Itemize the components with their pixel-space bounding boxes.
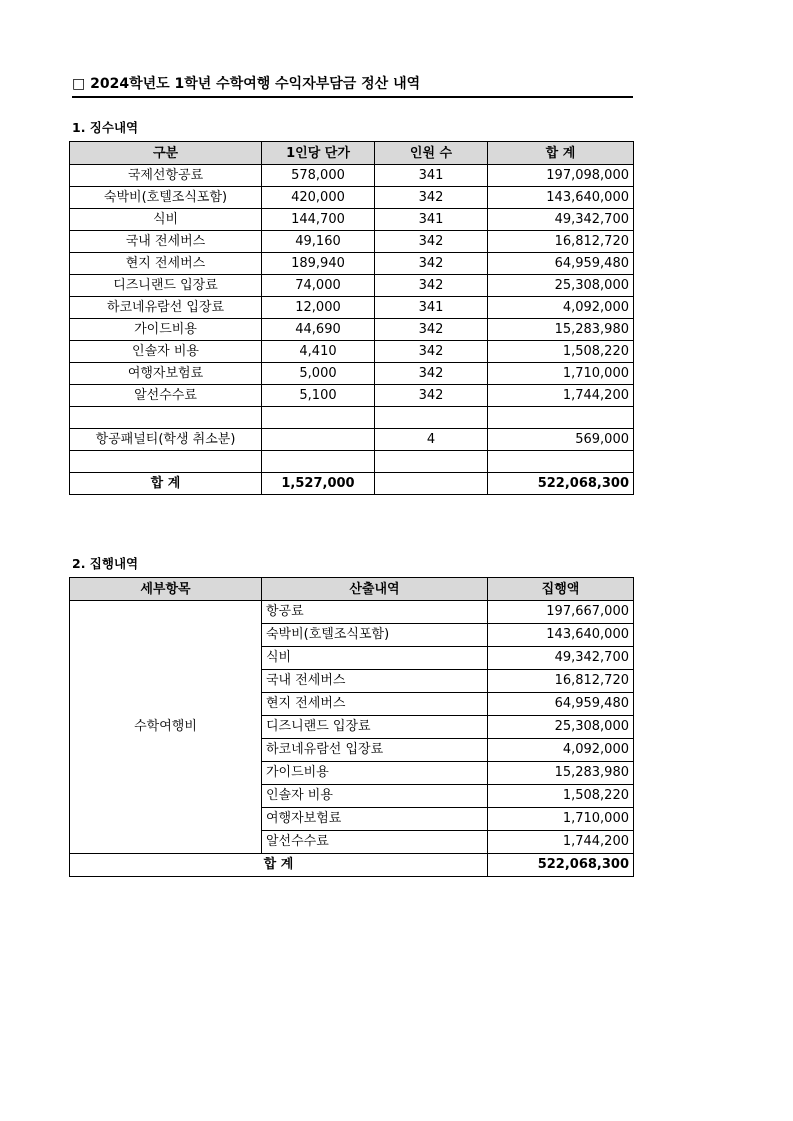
header-unit-price: 1인당 단가 xyxy=(262,142,375,165)
amount-cell: 1,710,000 xyxy=(488,808,634,831)
total-cell: 25,308,000 xyxy=(488,275,634,297)
amount-cell: 143,640,000 xyxy=(488,624,634,647)
header-category: 구분 xyxy=(70,142,262,165)
breakdown-cell: 하코네유람선 입장료 xyxy=(262,739,488,762)
table-row xyxy=(70,363,634,385)
sum-row xyxy=(70,473,634,495)
table-row xyxy=(70,601,634,624)
headcount-cell: 342 xyxy=(375,275,488,297)
blank-cell xyxy=(375,451,488,473)
expenditure-table xyxy=(69,577,634,877)
expenditure-header-row xyxy=(70,578,634,601)
amount-cell: 15,283,980 xyxy=(488,762,634,785)
blank-cell xyxy=(70,407,262,429)
item-cell: 하코네유람선 입장료 xyxy=(70,297,262,319)
breakdown-cell: 숙박비(호텔조식포함) xyxy=(262,624,488,647)
total-cell: 197,098,000 xyxy=(488,165,634,187)
amount-cell: 16,812,720 xyxy=(488,670,634,693)
table-row xyxy=(70,319,634,341)
total-cell: 49,342,700 xyxy=(488,209,634,231)
collection-table xyxy=(69,141,634,495)
item-cell: 가이드비용 xyxy=(70,319,262,341)
item-cell: 국내 전세버스 xyxy=(70,231,262,253)
table-row xyxy=(70,231,634,253)
table-row xyxy=(70,275,634,297)
sum-unit-price: 1,527,000 xyxy=(262,473,375,495)
document-title: □ 2024학년도 1학년 수학여행 수익자부담금 정산 내역 xyxy=(72,74,633,98)
headcount-cell: 341 xyxy=(375,209,488,231)
total-cell: 143,640,000 xyxy=(488,187,634,209)
blank-row xyxy=(70,407,634,429)
total-cell: 16,812,720 xyxy=(488,231,634,253)
sum-total: 522,068,300 xyxy=(488,854,634,877)
unit-price-cell: 144,700 xyxy=(262,209,375,231)
amount-cell: 25,308,000 xyxy=(488,716,634,739)
unit-price-cell: 4,410 xyxy=(262,341,375,363)
item-cell: 항공패널티(학생 취소분) xyxy=(70,429,262,451)
headcount-cell: 342 xyxy=(375,341,488,363)
category-cell: 수학여행비 xyxy=(70,601,262,854)
breakdown-cell: 현지 전세버스 xyxy=(262,693,488,716)
headcount-cell: 342 xyxy=(375,319,488,341)
unit-price-cell xyxy=(262,429,375,451)
total-cell: 4,092,000 xyxy=(488,297,634,319)
total-cell: 569,000 xyxy=(488,429,634,451)
section-1-label: 1. 징수내역 xyxy=(72,120,139,135)
item-cell: 현지 전세버스 xyxy=(70,253,262,275)
item-cell: 인솔자 비용 xyxy=(70,341,262,363)
sum-headcount xyxy=(375,473,488,495)
unit-price-cell: 5,000 xyxy=(262,363,375,385)
breakdown-cell: 식비 xyxy=(262,647,488,670)
item-cell: 식비 xyxy=(70,209,262,231)
headcount-cell: 342 xyxy=(375,253,488,275)
amount-cell: 64,959,480 xyxy=(488,693,634,716)
amount-cell: 1,744,200 xyxy=(488,831,634,854)
unit-price-cell: 12,000 xyxy=(262,297,375,319)
amount-cell: 1,508,220 xyxy=(488,785,634,808)
blank-cell xyxy=(488,451,634,473)
sum-total: 522,068,300 xyxy=(488,473,634,495)
breakdown-cell: 알선수수료 xyxy=(262,831,488,854)
unit-price-cell: 5,100 xyxy=(262,385,375,407)
unit-price-cell: 578,000 xyxy=(262,165,375,187)
collection-header-row xyxy=(70,142,634,165)
header-amount: 집행액 xyxy=(488,578,634,601)
total-cell: 15,283,980 xyxy=(488,319,634,341)
blank-cell xyxy=(262,407,375,429)
headcount-cell: 342 xyxy=(375,187,488,209)
headcount-cell: 341 xyxy=(375,297,488,319)
header-headcount: 인원 수 xyxy=(375,142,488,165)
total-cell: 1,744,200 xyxy=(488,385,634,407)
total-cell: 64,959,480 xyxy=(488,253,634,275)
item-cell: 디즈니랜드 입장료 xyxy=(70,275,262,297)
breakdown-cell: 가이드비용 xyxy=(262,762,488,785)
item-cell: 알선수수료 xyxy=(70,385,262,407)
header-detail-item: 세부항목 xyxy=(70,578,262,601)
amount-cell: 4,092,000 xyxy=(488,739,634,762)
penalty-row xyxy=(70,429,634,451)
blank-cell xyxy=(488,407,634,429)
unit-price-cell: 74,000 xyxy=(262,275,375,297)
table-row xyxy=(70,209,634,231)
amount-cell: 49,342,700 xyxy=(488,647,634,670)
headcount-cell: 342 xyxy=(375,231,488,253)
unit-price-cell: 420,000 xyxy=(262,187,375,209)
headcount-cell: 341 xyxy=(375,165,488,187)
header-breakdown: 산출내역 xyxy=(262,578,488,601)
total-cell: 1,710,000 xyxy=(488,363,634,385)
unit-price-cell: 44,690 xyxy=(262,319,375,341)
table-row xyxy=(70,165,634,187)
headcount-cell: 4 xyxy=(375,429,488,451)
table-row xyxy=(70,297,634,319)
blank-cell xyxy=(70,451,262,473)
total-cell: 1,508,220 xyxy=(488,341,634,363)
item-cell: 여행자보험료 xyxy=(70,363,262,385)
headcount-cell: 342 xyxy=(375,363,488,385)
blank-cell xyxy=(262,451,375,473)
headcount-cell: 342 xyxy=(375,385,488,407)
blank-row xyxy=(70,451,634,473)
table-row xyxy=(70,187,634,209)
breakdown-cell: 인솔자 비용 xyxy=(262,785,488,808)
table-row xyxy=(70,385,634,407)
section-2-label: 2. 집행내역 xyxy=(72,556,139,571)
sum-label: 합 계 xyxy=(70,473,262,495)
header-total: 합 계 xyxy=(488,142,634,165)
sum-row xyxy=(70,854,634,877)
amount-cell: 197,667,000 xyxy=(488,601,634,624)
sum-label: 합 계 xyxy=(70,854,488,877)
breakdown-cell: 여행자보험료 xyxy=(262,808,488,831)
table-row xyxy=(70,341,634,363)
table-row xyxy=(70,253,634,275)
item-cell: 숙박비(호텔조식포함) xyxy=(70,187,262,209)
item-cell: 국제선항공료 xyxy=(70,165,262,187)
unit-price-cell: 189,940 xyxy=(262,253,375,275)
unit-price-cell: 49,160 xyxy=(262,231,375,253)
breakdown-cell: 국내 전세버스 xyxy=(262,670,488,693)
breakdown-cell: 항공료 xyxy=(262,601,488,624)
blank-cell xyxy=(375,407,488,429)
breakdown-cell: 디즈니랜드 입장료 xyxy=(262,716,488,739)
